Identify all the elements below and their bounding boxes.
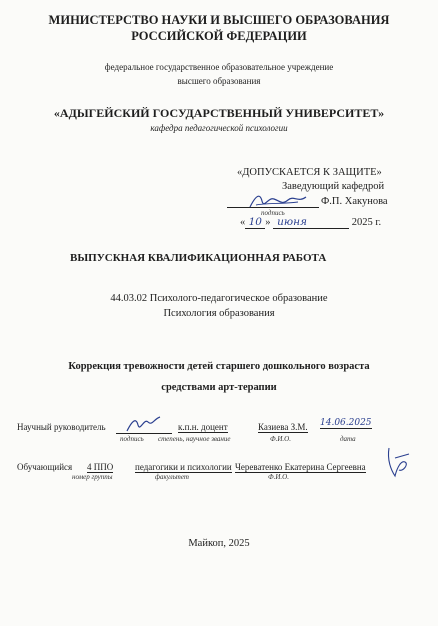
- ministry-line-1: МИНИСТЕРСТВО НАУКИ И ВЫСШЕГО ОБРАЗОВАНИЯ: [48, 13, 390, 27]
- student-signature-image: [383, 442, 413, 482]
- student-label: Обучающийся: [17, 462, 73, 472]
- date-day: 10: [245, 216, 265, 229]
- work-type: ВЫПУСКНАЯ КВАЛИФИКАЦИОННАЯ РАБОТА: [70, 252, 327, 264]
- supervisor-label: Научный руководитель: [17, 422, 106, 432]
- supervisor-signature-image: [124, 413, 164, 435]
- supervisor-name: [258, 422, 308, 433]
- student-faculty: [135, 462, 232, 473]
- thesis-title-line-1: Коррекция тревожности детей старшего дошкольного возраста: [68, 361, 370, 372]
- program-code: 44.03.02 Психолого-педагогическое образование: [110, 293, 328, 304]
- institution-line-1: федеральное государственное образовательное учреждение: [104, 62, 334, 72]
- caption-name: Ф.И.О.: [270, 435, 291, 443]
- approval-date: [240, 216, 381, 229]
- student-faculty-value: педагогики и психологии: [135, 462, 232, 472]
- supervisor-date-value: 14.06.2025: [320, 418, 372, 428]
- admit-to-defense: «ДОПУСКАЕТСЯ К ЗАЩИТЕ»: [237, 167, 382, 178]
- department-name: кафедра педагогической психологии: [150, 123, 288, 133]
- thesis-title-line-2: средствами арт-терапии: [161, 382, 277, 393]
- student-name-value: Череватенко Екатерина Сергеевна: [235, 462, 366, 472]
- student-name: [235, 462, 366, 473]
- supervisor-name-value: Казиева З.М.: [258, 422, 308, 432]
- head-of-department-title: Заведующий кафедрой: [282, 181, 385, 192]
- head-name: Ф.П. Хакунова: [321, 196, 388, 207]
- institution-line-2: высшего образования: [177, 76, 261, 86]
- date-month: июня: [273, 216, 349, 229]
- caption-degree: степень, научное звание: [158, 435, 231, 443]
- caption-faculty: факультет: [155, 473, 189, 481]
- caption-date: дата: [340, 435, 356, 443]
- date-open-quote: «: [240, 217, 246, 228]
- program-profile: Психология образования: [163, 308, 275, 319]
- supervisor-degree-value: к.п.н. доцент: [178, 422, 228, 432]
- city-year: Майкоп, 2025: [188, 538, 250, 549]
- date-year: 2025 г.: [351, 217, 382, 228]
- date-close-quote: »: [265, 217, 271, 228]
- supervisor-degree: [178, 422, 228, 433]
- caption-signature: подпись: [120, 435, 144, 443]
- student-group-value: 4 ППО: [87, 462, 114, 472]
- caption-group: номер группы: [72, 473, 113, 481]
- ministry-line-2: РОССИЙСКОЙ ФЕДЕРАЦИИ: [131, 29, 307, 43]
- head-signature-caption: подпись: [261, 209, 285, 217]
- university-name: «АДЫГЕЙСКИЙ ГОСУДАРСТВЕННЫЙ УНИВЕРСИТЕТ»: [53, 106, 385, 120]
- caption-student-name: Ф.И.О.: [268, 473, 289, 481]
- supervisor-date: [320, 418, 372, 429]
- student-group: [87, 462, 113, 473]
